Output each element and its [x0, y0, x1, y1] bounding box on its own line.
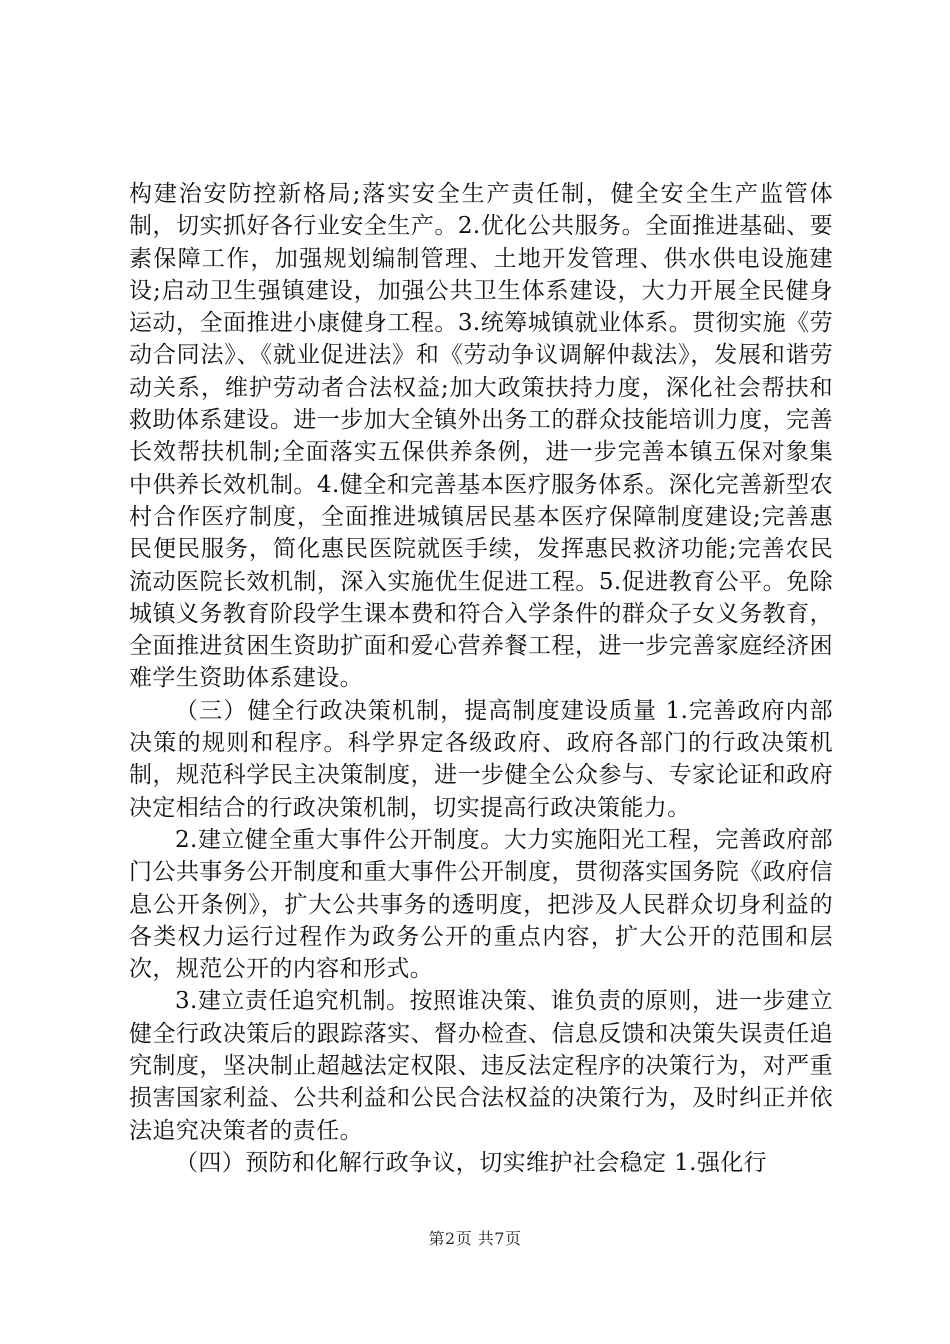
- paragraph-section-four: （四）预防和化解行政争议，切实维护社会稳定 1.强化行: [175, 1149, 768, 1176]
- page-number-footer: 第2页 共7页: [428, 1229, 522, 1248]
- paragraph-section-three: （三）健全行政决策机制，提高制度建设质量 1.完善政府内部决策的规则和程序。科学界定各级政府、政府各部门的行政决策机制，规范科学民主决策制度，进一步健全公众参与、专家论证和政府决定相结合的行政决策机制，切实提高行政决策能力。: [129, 697, 833, 821]
- paragraph-item-two: 2.建立健全重大事件公开制度。大力实施阳光工程，完善政府部门公共事务公开制度和重大事件公开制度，贯彻落实国务院《政府信息公开条例》，扩大公共事务的透明度，把涉及人民群众切身利益的各类权力运行过程作为政务公开的重点内容，扩大公开的范围和层次，规范公开的内容和形式。: [129, 826, 833, 983]
- document-body: [129, 178, 833, 1179]
- paragraph-continuation: 构建治安防控新格局;落实安全生产责任制，健全安全生产监管体制，切实抓好各行业安全生产。2.优化公共服务。全面推进基础、要素保障工作，加强规划编制管理、土地开发管理、供水供电设施建设;启动卫生强镇建设，加强公共卫生体系建设，大力开展全民健身运动，全面推进小康健身工程。3.统筹城镇就业体系。贯彻实施《劳动合同法》、《就业促进法》和《劳动争议调解仲裁法》，发展和谐劳动关系，维护劳动者合法权益;加大政策扶持力度，深化社会帮扶和救助体系建设。进一步加大全镇外出务工的群众技能培训力度，完善长效帮扶机制;全面落实五保供养条例，进一步完善本镇五保对象集中供养长效机制。4.健全和完善基本医疗服务体系。深化完善新型农村合作医疗制度，全面推进城镇居民基本医疗保障制度建设;完善惠民便民服务，简化惠民医院就医手续，发挥惠民救济功能;完善农民流动医院长效机制，深入实施优生促进工程。5.促进教育公平。免除城镇义务教育阶段学生课本费和符合入学条件的群众子女义务教育，全面推进贫困生资助扩面和爱心营养餐工程，进一步完善家庭经济困难学生资助体系建设。: [129, 181, 833, 692]
- paragraph-item-three: 3.建立责任追究机制。按照谁决策、谁负责的原则，进一步建立健全行政决策后的跟踪落实、督办检查、信息反馈和决策失误责任追究制度，坚决制止超越法定权限、违反法定程序的决策行为，对严重损害国家利益、公共利益和公民合法权益的决策行为，及时纠正并依法追究决策者的责任。: [129, 988, 833, 1144]
